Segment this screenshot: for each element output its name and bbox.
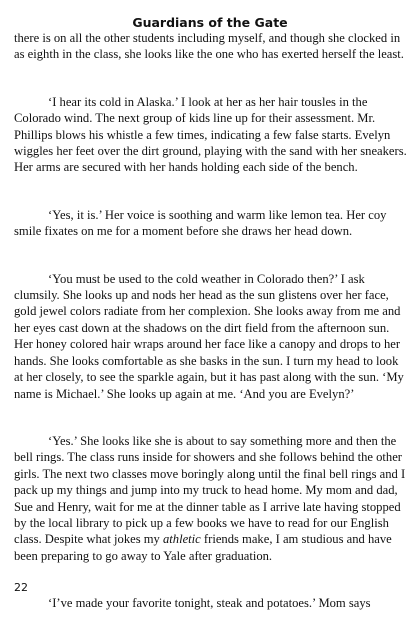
paragraph-5-italic-word: athletic: [163, 532, 201, 547]
paragraph-2: ‘I hear its cold in Alaska.’ I look at her as her hair tousles in the Colorado wind. The next group of kids line up for their assessment. Mr. Phillips blows his whistle a few times, indicating a few false starts. Evelyn wiggles her feet over the dirt ground, playing with the sand with her sneakers. Her arms are secured with her hands holding each side of the bench.: [14, 94, 407, 175]
paragraph-6: ‘I’ve made your favorite tonight, steak and potatoes.’ Mom says: [48, 596, 371, 611]
page-body: [14, 30, 407, 612]
paragraph-5-text-a: ‘Yes.’ She looks like she is about to say something more and then the bell rings. The class runs inside for showers and she follows behind the other girls. The next two classes move boringly along until the final bell rings and I pack up my things and jump into my truck to head home. My mom and dad, Sue and Henry, wait for me at the dinner table as I arrive late having stopped by the local library to pick up a few books we have to read for our English class. Despite what jokes my: [14, 433, 406, 547]
paragraph-1: there is on all the other students including myself, and though she clocked in as eighth in the class, she looks like the one who has exerted herself the least.: [14, 31, 404, 62]
page-number: 22: [14, 581, 28, 594]
paragraph-5: [14, 433, 407, 564]
running-header: Guardians of the Gate: [132, 15, 288, 30]
paragraph-4: ‘You must be used to the cold weather in Colorado then?’ I ask clumsily. She looks up and nods her head as the sun glistens over her face, gold jewel colors radiate from her complexion. She looks away from me and her eyes cast down at the shadows on the dirt field from the afternoon sun. Her honey colored hair wraps around her face like a canopy and drops to her hands. She looks comfortable as she basks in the sun. I turn my head to look at her closely, to see the sparkle again, but it has past along with the sun. ‘My name is Michael.’ She looks up again at me. ‘And you are Evelyn?’: [14, 271, 404, 401]
paragraph-3: ‘Yes, it is.’ Her voice is soothing and warm like lemon tea. Her coy smile fixates on me for a moment before she draws her head down.: [14, 207, 387, 239]
paragraph-5-text-b: friends make, I am studious and have been preparing to go away to Yale after graduation.: [14, 532, 392, 563]
